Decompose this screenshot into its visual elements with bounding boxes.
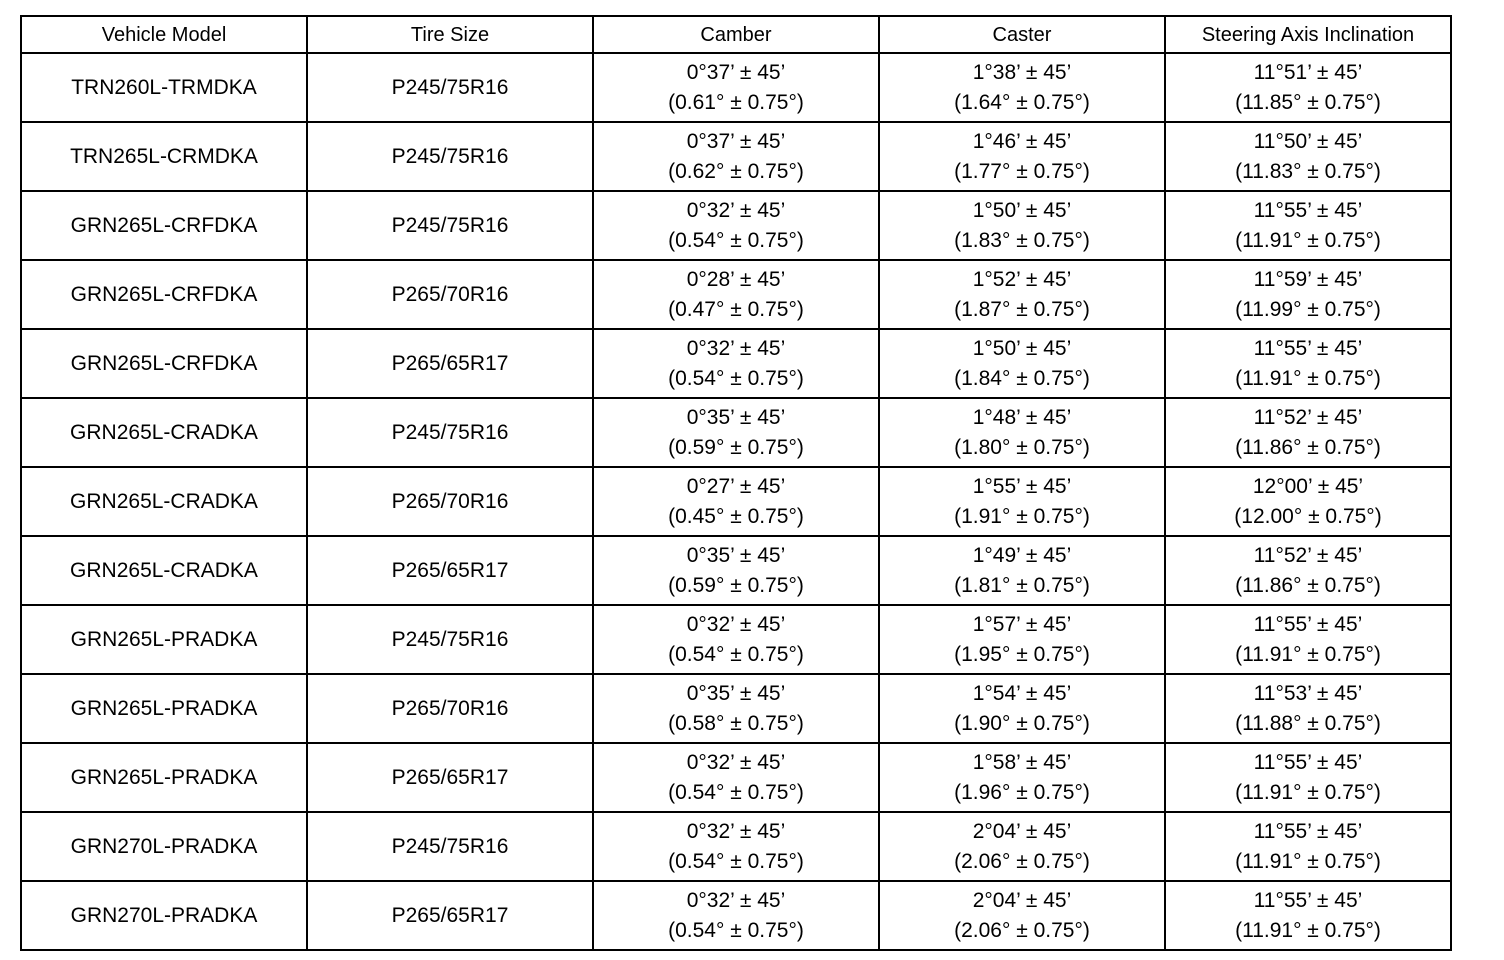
table-row: [21, 191, 1451, 260]
cell-steering-axis-inclination-minutes: 11°55’ ± 45’: [1253, 750, 1363, 774]
cell-camber-minutes: 0°32’ ± 45’: [686, 198, 786, 222]
cell-steering-axis-inclination-minutes: 11°55’ ± 45’: [1253, 336, 1363, 360]
cell-camber-degrees: (0.54° ± 0.75°): [668, 228, 804, 252]
cell-camber-minutes: 0°32’ ± 45’: [686, 612, 786, 636]
cell-caster-minutes: 1°58’ ± 45’: [972, 750, 1072, 774]
cell-vehicle-model: GRN265L-PRADKA: [21, 674, 307, 743]
cell-camber: [593, 467, 879, 536]
cell-caster-minutes: 1°49’ ± 45’: [972, 543, 1072, 567]
table-row: [21, 122, 1451, 191]
cell-camber: [593, 329, 879, 398]
cell-vehicle-model: TRN265L-CRMDKA: [21, 122, 307, 191]
cell-caster-degrees: (1.95° ± 0.75°): [954, 642, 1090, 666]
cell-tire-size: P265/65R17: [307, 743, 593, 812]
cell-camber: [593, 881, 879, 950]
cell-camber: [593, 812, 879, 881]
cell-camber-degrees: (0.54° ± 0.75°): [668, 780, 804, 804]
cell-tire-size: P245/75R16: [307, 191, 593, 260]
cell-caster: [879, 674, 1165, 743]
cell-caster-degrees: (1.83° ± 0.75°): [954, 228, 1090, 252]
cell-steering-axis-inclination: [1165, 260, 1451, 329]
cell-camber-degrees: (0.54° ± 0.75°): [668, 849, 804, 873]
cell-steering-axis-inclination: [1165, 812, 1451, 881]
table-row: [21, 398, 1451, 467]
cell-camber: [593, 674, 879, 743]
cell-steering-axis-inclination-minutes: 11°52’ ± 45’: [1253, 405, 1363, 429]
table-row: [21, 812, 1451, 881]
cell-caster-degrees: (1.91° ± 0.75°): [954, 504, 1090, 528]
cell-caster-minutes: 1°57’ ± 45’: [972, 612, 1072, 636]
cell-steering-axis-inclination-degrees: (12.00° ± 0.75°): [1234, 504, 1382, 528]
cell-caster-minutes: 1°50’ ± 45’: [972, 198, 1072, 222]
cell-steering-axis-inclination-minutes: 11°53’ ± 45’: [1253, 681, 1363, 705]
cell-steering-axis-inclination-minutes: 11°55’ ± 45’: [1253, 888, 1363, 912]
cell-tire-size: P245/75R16: [307, 398, 593, 467]
cell-steering-axis-inclination: [1165, 398, 1451, 467]
cell-caster-minutes: 2°04’ ± 45’: [972, 819, 1072, 843]
cell-tire-size: P265/70R16: [307, 260, 593, 329]
table-row: [21, 743, 1451, 812]
cell-tire-size: P245/75R16: [307, 605, 593, 674]
cell-caster-minutes: 2°04’ ± 45’: [972, 888, 1072, 912]
cell-caster-degrees: (1.90° ± 0.75°): [954, 711, 1090, 735]
cell-camber-minutes: 0°37’ ± 45’: [686, 60, 786, 84]
cell-camber: [593, 122, 879, 191]
cell-camber-minutes: 0°35’ ± 45’: [686, 681, 786, 705]
cell-steering-axis-inclination-degrees: (11.88° ± 0.75°): [1235, 711, 1381, 735]
cell-steering-axis-inclination-minutes: 12°00’ ± 45’: [1252, 474, 1364, 498]
cell-caster-degrees: (1.87° ± 0.75°): [954, 297, 1090, 321]
cell-steering-axis-inclination-degrees: (11.83° ± 0.75°): [1235, 159, 1381, 183]
cell-steering-axis-inclination-minutes: 11°50’ ± 45’: [1253, 129, 1363, 153]
cell-steering-axis-inclination: [1165, 191, 1451, 260]
cell-caster-degrees: (1.81° ± 0.75°): [954, 573, 1090, 597]
cell-tire-size: P245/75R16: [307, 53, 593, 122]
cell-camber: [593, 605, 879, 674]
cell-steering-axis-inclination: [1165, 881, 1451, 950]
cell-camber-minutes: 0°37’ ± 45’: [686, 129, 786, 153]
cell-vehicle-model: TRN260L-TRMDKA: [21, 53, 307, 122]
cell-caster: [879, 467, 1165, 536]
cell-vehicle-model: GRN265L-CRADKA: [21, 398, 307, 467]
cell-caster-minutes: 1°38’ ± 45’: [972, 60, 1072, 84]
cell-tire-size: P265/70R16: [307, 674, 593, 743]
cell-steering-axis-inclination-degrees: (11.91° ± 0.75°): [1235, 849, 1381, 873]
cell-caster-minutes: 1°50’ ± 45’: [972, 336, 1072, 360]
cell-caster: [879, 743, 1165, 812]
cell-camber: [593, 398, 879, 467]
cell-camber-degrees: (0.45° ± 0.75°): [668, 504, 804, 528]
cell-steering-axis-inclination-minutes: 11°51’ ± 45’: [1253, 60, 1363, 84]
table-row: [21, 467, 1451, 536]
cell-caster: [879, 536, 1165, 605]
cell-caster-degrees: (2.06° ± 0.75°): [954, 849, 1090, 873]
cell-camber-degrees: (0.62° ± 0.75°): [668, 159, 804, 183]
cell-tire-size: P265/65R17: [307, 536, 593, 605]
cell-tire-size: P245/75R16: [307, 122, 593, 191]
cell-camber-degrees: (0.47° ± 0.75°): [668, 297, 804, 321]
cell-caster-minutes: 1°48’ ± 45’: [972, 405, 1072, 429]
cell-steering-axis-inclination: [1165, 536, 1451, 605]
cell-steering-axis-inclination: [1165, 674, 1451, 743]
cell-steering-axis-inclination-degrees: (11.99° ± 0.75°): [1235, 297, 1381, 321]
cell-camber: [593, 191, 879, 260]
cell-camber: [593, 536, 879, 605]
cell-caster: [879, 812, 1165, 881]
cell-camber-minutes: 0°27’ ± 45’: [686, 474, 786, 498]
cell-camber-minutes: 0°32’ ± 45’: [686, 888, 786, 912]
table-row: [21, 536, 1451, 605]
cell-camber-minutes: 0°35’ ± 45’: [686, 405, 786, 429]
cell-caster: [879, 605, 1165, 674]
cell-camber-degrees: (0.58° ± 0.75°): [668, 711, 804, 735]
cell-caster: [879, 329, 1165, 398]
cell-vehicle-model: GRN265L-CRFDKA: [21, 329, 307, 398]
cell-steering-axis-inclination: [1165, 329, 1451, 398]
cell-camber-minutes: 0°32’ ± 45’: [686, 750, 786, 774]
cell-camber-degrees: (0.59° ± 0.75°): [668, 573, 804, 597]
cell-steering-axis-inclination-degrees: (11.85° ± 0.75°): [1235, 90, 1381, 114]
cell-tire-size: P265/65R17: [307, 881, 593, 950]
cell-camber-degrees: (0.59° ± 0.75°): [668, 435, 804, 459]
cell-caster-minutes: 1°52’ ± 45’: [972, 267, 1072, 291]
cell-vehicle-model: GRN270L-PRADKA: [21, 881, 307, 950]
cell-caster: [879, 53, 1165, 122]
cell-caster: [879, 122, 1165, 191]
cell-vehicle-model: GRN265L-PRADKA: [21, 743, 307, 812]
cell-caster-degrees: (1.84° ± 0.75°): [954, 366, 1090, 390]
cell-camber-minutes: 0°28’ ± 45’: [686, 267, 786, 291]
table-row: [21, 881, 1451, 950]
cell-steering-axis-inclination-minutes: 11°59’ ± 45’: [1253, 267, 1363, 291]
cell-camber-degrees: (0.54° ± 0.75°): [668, 642, 804, 666]
table-body: [21, 53, 1451, 950]
cell-camber-minutes: 0°32’ ± 45’: [686, 336, 786, 360]
cell-steering-axis-inclination-minutes: 11°52’ ± 45’: [1253, 543, 1363, 567]
table-row: [21, 674, 1451, 743]
table-row: [21, 329, 1451, 398]
table-row: [21, 260, 1451, 329]
cell-caster-minutes: 1°55’ ± 45’: [972, 474, 1072, 498]
cell-tire-size: P245/75R16: [307, 812, 593, 881]
cell-caster: [879, 191, 1165, 260]
cell-camber-minutes: 0°32’ ± 45’: [686, 819, 786, 843]
cell-caster-degrees: (2.06° ± 0.75°): [954, 918, 1090, 942]
cell-caster: [879, 398, 1165, 467]
cell-caster-degrees: (1.77° ± 0.75°): [954, 159, 1090, 183]
cell-camber: [593, 743, 879, 812]
cell-camber-degrees: (0.54° ± 0.75°): [668, 366, 804, 390]
cell-camber-degrees: (0.61° ± 0.75°): [668, 90, 804, 114]
alignment-spec-table: [20, 15, 1452, 951]
cell-tire-size: P265/70R16: [307, 467, 593, 536]
cell-caster-degrees: (1.80° ± 0.75°): [954, 435, 1090, 459]
cell-camber: [593, 53, 879, 122]
table-row: [21, 605, 1451, 674]
cell-steering-axis-inclination-degrees: (11.91° ± 0.75°): [1235, 918, 1381, 942]
table-header-row: [21, 16, 1451, 53]
cell-caster-minutes: 1°46’ ± 45’: [972, 129, 1072, 153]
cell-steering-axis-inclination: [1165, 53, 1451, 122]
cell-vehicle-model: GRN265L-CRADKA: [21, 536, 307, 605]
cell-caster-degrees: (1.96° ± 0.75°): [954, 780, 1090, 804]
cell-caster: [879, 260, 1165, 329]
cell-vehicle-model: GRN265L-CRADKA: [21, 467, 307, 536]
cell-steering-axis-inclination: [1165, 605, 1451, 674]
header-tire-size: Tire Size: [307, 16, 593, 53]
cell-vehicle-model: GRN270L-PRADKA: [21, 812, 307, 881]
cell-steering-axis-inclination-minutes: 11°55’ ± 45’: [1253, 198, 1363, 222]
header-caster: Caster: [879, 16, 1165, 53]
cell-steering-axis-inclination-minutes: 11°55’ ± 45’: [1253, 612, 1363, 636]
cell-vehicle-model: GRN265L-PRADKA: [21, 605, 307, 674]
cell-steering-axis-inclination: [1165, 122, 1451, 191]
cell-caster: [879, 881, 1165, 950]
cell-steering-axis-inclination: [1165, 467, 1451, 536]
header-vehicle-model: Vehicle Model: [21, 16, 307, 53]
cell-steering-axis-inclination-degrees: (11.91° ± 0.75°): [1235, 780, 1381, 804]
header-camber: Camber: [593, 16, 879, 53]
cell-tire-size: P265/65R17: [307, 329, 593, 398]
cell-steering-axis-inclination-degrees: (11.86° ± 0.75°): [1235, 435, 1381, 459]
cell-steering-axis-inclination-degrees: (11.86° ± 0.75°): [1235, 573, 1381, 597]
cell-steering-axis-inclination: [1165, 743, 1451, 812]
cell-caster-degrees: (1.64° ± 0.75°): [954, 90, 1090, 114]
cell-caster-minutes: 1°54’ ± 45’: [972, 681, 1072, 705]
cell-steering-axis-inclination-degrees: (11.91° ± 0.75°): [1235, 642, 1381, 666]
cell-camber-minutes: 0°35’ ± 45’: [686, 543, 786, 567]
cell-steering-axis-inclination-degrees: (11.91° ± 0.75°): [1235, 228, 1381, 252]
cell-steering-axis-inclination-minutes: 11°55’ ± 45’: [1253, 819, 1363, 843]
table-row: [21, 53, 1451, 122]
cell-vehicle-model: GRN265L-CRFDKA: [21, 191, 307, 260]
header-steering-axis-inclination: Steering Axis Inclination: [1165, 16, 1451, 53]
cell-camber: [593, 260, 879, 329]
cell-vehicle-model: GRN265L-CRFDKA: [21, 260, 307, 329]
cell-camber-degrees: (0.54° ± 0.75°): [668, 918, 804, 942]
cell-steering-axis-inclination-degrees: (11.91° ± 0.75°): [1235, 366, 1381, 390]
